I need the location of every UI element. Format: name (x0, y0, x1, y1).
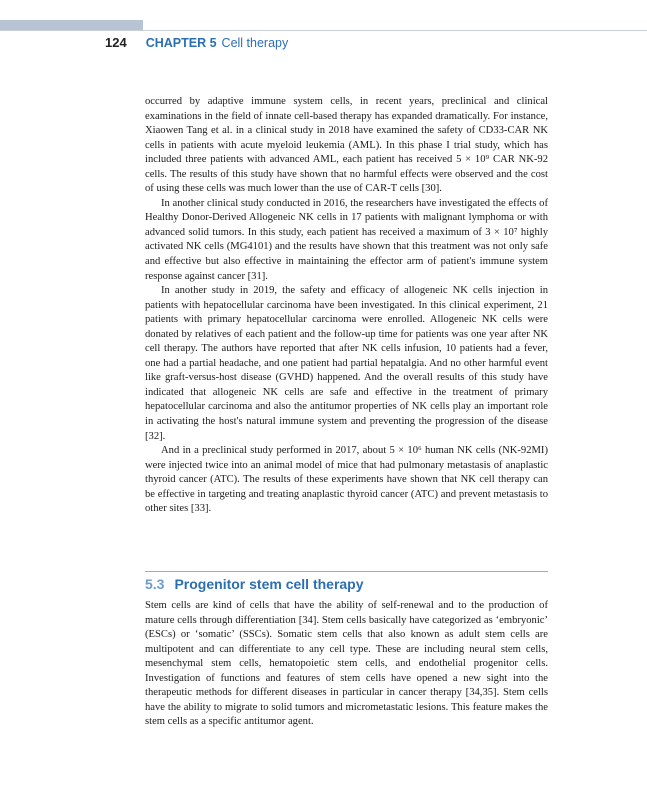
running-header (105, 35, 288, 50)
paragraph-stem-cells: Stem cells are kind of cells that have the ability of self-renewal and to the production of mature cells through differentiation [34]. Stem cells basically have categorized as ‘embryonic’ (ESCs) or ‘somatic’ (SSCs). Somatic stem cells that also known as adult stem cells are multipotent and can differentiate to any cell type. These are including neural stem cells, mesenchymal stem cells, hematopoietic stem cells, and endothelial progenitor cells. Investigation of functions and features of stem cells have opened a new sight into the therapeutic methods for different diseases in particular in cancer therapy [34,35]. Stem cells have the ability to migrate to solid tumors and micrometastatic lesions. This feature makes the stem cells as a specific antitumor agent. (145, 600, 548, 728)
header-accent-bar (0, 20, 143, 30)
paragraph-2016-study: In another clinical study conducted in 2016, the researchers have investigated the effects of Healthy Donor-Derived Allogeneic NK cells in 17 patients with malignant lymphoma or with advanced solid tumors. In this study, each patient has received a maximum of 3 × 10⁷ highly activated NK cells (MG4101) and the results have shown that this treatment was not only safe and effective but also effective in maintaining the effector arm of patient's immune system response against cancer [31]. (145, 197, 548, 282)
section-rule (145, 571, 548, 572)
paragraph-continued: occurred by adaptive immune system cells, in recent years, preclinical and clinical examinations in the field of innate cell-based therapy has expanded dramatically. For instance, Xiaowen Tang et al. in a clinical study in 2018 have examined the safety of CD33-CAR NK cells in patients with acute myeloid leukemia (AML). In this phase I trial study, which has included three patients with advanced AML, each patient has received 5 × 10⁹ CAR NK-92 cells. The results of this study have shown that no harmful effects were observed and the cost of using these cells was much lower than the use of CAR-T cells [30]. (145, 96, 548, 195)
paragraph-2019-study: In another study in 2019, the safety and efficacy of allogeneic NK cells injection in patients with hepatocellular carcinoma have been investigated. In this clinical experiment, 21 patients with primary hepatocellular carcinoma were enrolled. Allogeneic NK cells were donated by relatives of each patient and the follow-up time for patients was one year after NK cell therapy. The authors have reported that after NK cells infusion, 10 patients had a fever, one had a partial headache, and one patient had partial hepatalgia. And no other harmful event like graft-versus-host disease (GVHD) happened. And the overall results of this study have indicated that allogeneic NK cells are safe and effective in the treatment of primary hepatocellular carcinoma and also the antitumor properties of NK cells play an important role in activating the host's natural immune system and preventing the progression of the disease [32]. (145, 285, 548, 442)
section-title: Progenitor stem cell therapy (174, 576, 364, 592)
page-number: 124 (105, 35, 127, 50)
chapter-label: CHAPTER 5 (145, 36, 217, 50)
section-heading (145, 576, 364, 592)
body-text (145, 95, 548, 517)
header-rule (0, 30, 647, 31)
section-number: 5.3 (145, 576, 165, 592)
chapter-title: Cell therapy (221, 36, 289, 50)
section-body-text (145, 599, 548, 730)
paragraph-2017-study: And in a preclinical study performed in 2017, about 5 × 10⁶ human NK cells (NK-92MI) were injected twice into an animal model of mice that had pulmonary metastasis of anaplastic thyroid cancer (ATC). The results of these experiments have shown that NK cell therapy can be effective in targeting and treating anaplastic thyroid cancer (ATC) and prevent metastasis to other sites [33]. (145, 445, 548, 515)
